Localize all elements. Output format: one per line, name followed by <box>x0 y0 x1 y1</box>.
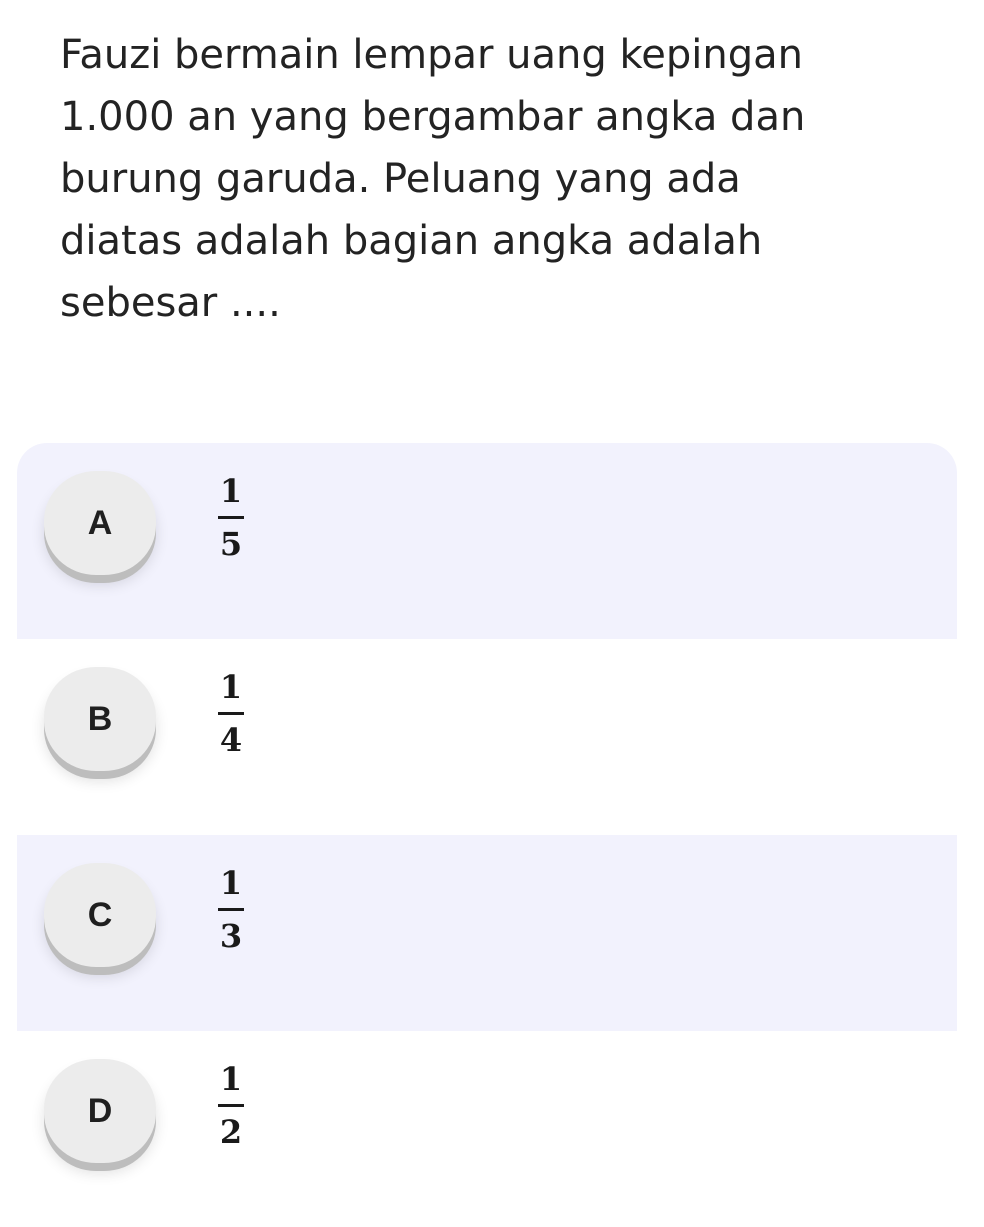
option-b-letter-button[interactable]: B <box>44 667 156 771</box>
option-a-letter-button[interactable]: A <box>44 471 156 575</box>
option-b[interactable] <box>17 639 957 835</box>
option-d-fraction <box>215 1059 247 1152</box>
option-c-letter-button[interactable]: C <box>44 863 156 967</box>
option-b-fraction <box>215 667 247 760</box>
option-a-fraction <box>215 471 247 564</box>
option-b-numerator: 1 <box>219 668 243 706</box>
option-d-numerator: 1 <box>219 1060 243 1098</box>
option-a-numerator: 1 <box>219 472 243 510</box>
fraction-bar <box>218 908 244 911</box>
fraction-bar <box>218 1104 244 1107</box>
option-d-letter-button[interactable]: D <box>44 1059 156 1163</box>
option-a[interactable] <box>17 443 957 639</box>
option-a-denominator: 5 <box>219 525 243 563</box>
option-c-numerator: 1 <box>219 864 243 902</box>
option-c[interactable] <box>17 835 957 1031</box>
option-c-fraction <box>215 863 247 956</box>
option-d-denominator: 2 <box>219 1113 243 1151</box>
answer-options <box>17 443 957 1227</box>
fraction-bar <box>218 516 244 519</box>
option-d[interactable] <box>17 1031 957 1227</box>
question-text: Fauzi bermain lempar uang kepingan 1.000 an yang bergambar angka dan burung garuda. Peluang yang ada diatas adalah bagian angka adalah sebesar .... <box>60 32 806 326</box>
fraction-bar <box>218 712 244 715</box>
option-c-denominator: 3 <box>219 917 243 955</box>
option-b-denominator: 4 <box>219 721 243 759</box>
